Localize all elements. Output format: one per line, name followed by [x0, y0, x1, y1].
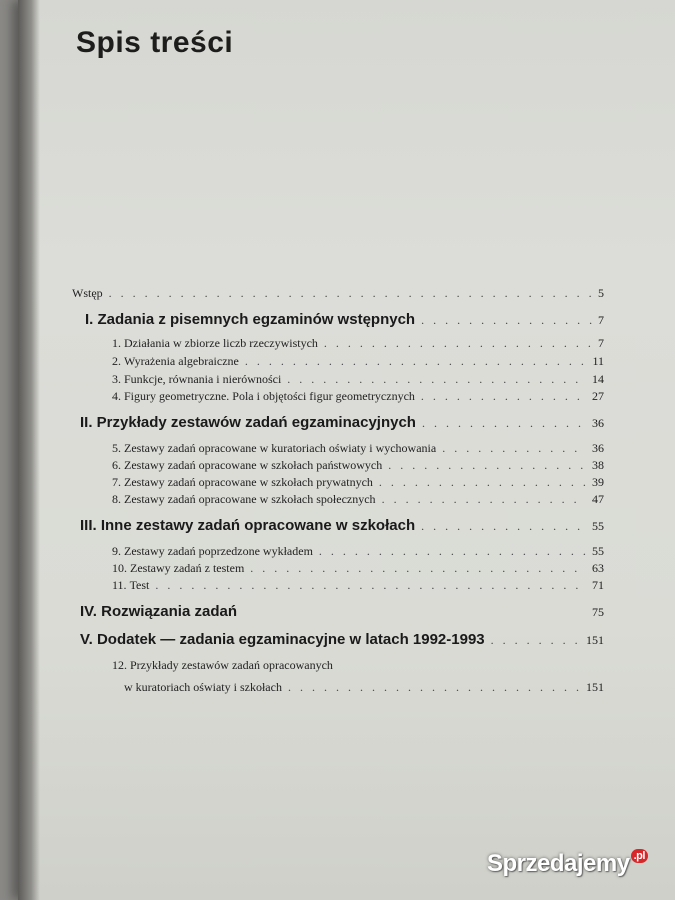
toc-chapter-label: II. Przykłady zestawów zadań egzaminacyjnych [80, 414, 416, 431]
toc-item [112, 492, 604, 507]
leader-dots [422, 416, 586, 431]
toc-chapter-page: 36 [592, 416, 604, 430]
leader-dots [421, 313, 592, 328]
toc-chapter [80, 517, 604, 534]
toc-item-number: 4. [112, 389, 121, 403]
toc-item-label: Zestawy zadań z testem [130, 561, 245, 575]
toc-item [112, 389, 604, 404]
toc-item-label-line2: w kuratoriach oświaty i szkołach [124, 680, 282, 694]
toc-item [112, 354, 604, 369]
toc-item-page: 27 [592, 389, 604, 403]
toc-entry-page: 5 [598, 286, 604, 300]
leader-dots [155, 578, 586, 593]
toc-item-label: Zestawy zadań opracowane w szkołach społecznych [124, 492, 376, 506]
toc-item-number: 10. [112, 561, 127, 575]
toc-item [112, 441, 604, 456]
toc-item [112, 578, 604, 593]
leader-dots [382, 492, 586, 507]
toc-entry-label: Wstęp [72, 286, 103, 300]
toc-item-label: Działania w zbiorze liczb rzeczywistych [124, 336, 318, 350]
page-title: Spis treści [76, 26, 234, 59]
watermark-logo [487, 850, 648, 878]
leader-dots [250, 561, 586, 576]
toc-item-label: Figury geometryczne. Pola i objętości figur geometrycznych [124, 389, 415, 403]
watermark-text: Sprzedajemy [487, 850, 630, 877]
toc-chapter [80, 631, 604, 648]
toc-chapter [85, 311, 604, 328]
toc-item-page: 47 [592, 492, 604, 506]
toc-item-page: 151 [586, 680, 604, 694]
toc-item-multiline [112, 658, 333, 673]
toc-item-number: 6. [112, 458, 121, 472]
toc-chapter-label: III. Inne zestawy zadań opracowane w szkołach [80, 517, 416, 534]
leader-dots [319, 544, 586, 559]
toc-chapter-page: 55 [592, 519, 604, 533]
toc-item-label: Funkcje, równania i nierówności [124, 372, 282, 386]
page-edge-shadow [18, 0, 40, 900]
toc-chapter [80, 603, 604, 620]
toc-item-label: Zestawy zadań opracowane w kuratoriach oświaty i wychowania [124, 441, 437, 455]
toc-chapter-label: I. Zadania z pisemnych egzaminów wstępnych [85, 311, 416, 328]
watermark-suffix: .pl [631, 849, 648, 863]
toc-item-page: 36 [592, 441, 604, 455]
toc-item-label: Test [129, 578, 150, 592]
toc-chapter-page: 151 [586, 633, 604, 647]
toc-item-label: Zestawy zadań opracowane w szkołach państwowych [124, 458, 383, 472]
toc-chapter-label: IV. Rozwiązania zadań [80, 603, 237, 620]
leader-dots [287, 372, 586, 387]
toc-chapter [80, 414, 604, 431]
toc-item-label-line1: Przykłady zestawów zadań opracowanych [130, 658, 333, 672]
toc-item-label: Zestawy zadań poprzedzone wykładem [124, 544, 313, 558]
toc-item-page: 14 [592, 372, 604, 386]
leader-dots [442, 441, 586, 456]
leader-dots [379, 475, 586, 490]
leader-dots [491, 633, 580, 648]
leader-dots [245, 354, 587, 369]
leader-dots [421, 519, 586, 534]
toc-chapter-page: 7 [598, 313, 604, 327]
toc-item-number: 2. [112, 354, 121, 368]
toc-item-number: 9. [112, 544, 121, 558]
leader-dots [288, 680, 580, 695]
toc-item-page: 7 [598, 336, 604, 350]
toc-item-page: 39 [592, 475, 604, 489]
toc-item-page: 63 [592, 561, 604, 575]
toc-item [112, 336, 604, 351]
toc-item-number: 3. [112, 372, 121, 386]
leader-dots [109, 286, 592, 301]
toc-item-number: 5. [112, 441, 121, 455]
toc-item [112, 372, 604, 387]
toc-item [112, 544, 604, 559]
toc-item-page: 55 [592, 544, 604, 558]
toc-chapter-page: 75 [592, 605, 604, 619]
leader-dots [324, 336, 592, 351]
toc-item-label: Wyrażenia algebraiczne [124, 354, 239, 368]
toc-chapter-label: V. Dodatek — zadania egzaminacyjne w latach 1992-1993 [80, 631, 485, 648]
toc-item-number: 7. [112, 475, 121, 489]
toc-item [112, 561, 604, 576]
toc-item-page: 71 [592, 578, 604, 592]
leader-dots [421, 389, 586, 404]
toc-item-number: 12. [112, 658, 127, 672]
leader-dots [388, 458, 586, 473]
toc-item-number: 1. [112, 336, 121, 350]
toc-item-label: Zestawy zadań opracowane w szkołach prywatnych [124, 475, 373, 489]
toc-item [124, 680, 604, 695]
toc-item-page: 38 [592, 458, 604, 472]
toc-item-number: 11. [112, 578, 127, 592]
toc-entry-intro [72, 286, 604, 301]
toc-item-page: 11 [592, 354, 604, 368]
toc-item-number: 8. [112, 492, 121, 506]
toc-item [112, 458, 604, 473]
toc-item [112, 475, 604, 490]
